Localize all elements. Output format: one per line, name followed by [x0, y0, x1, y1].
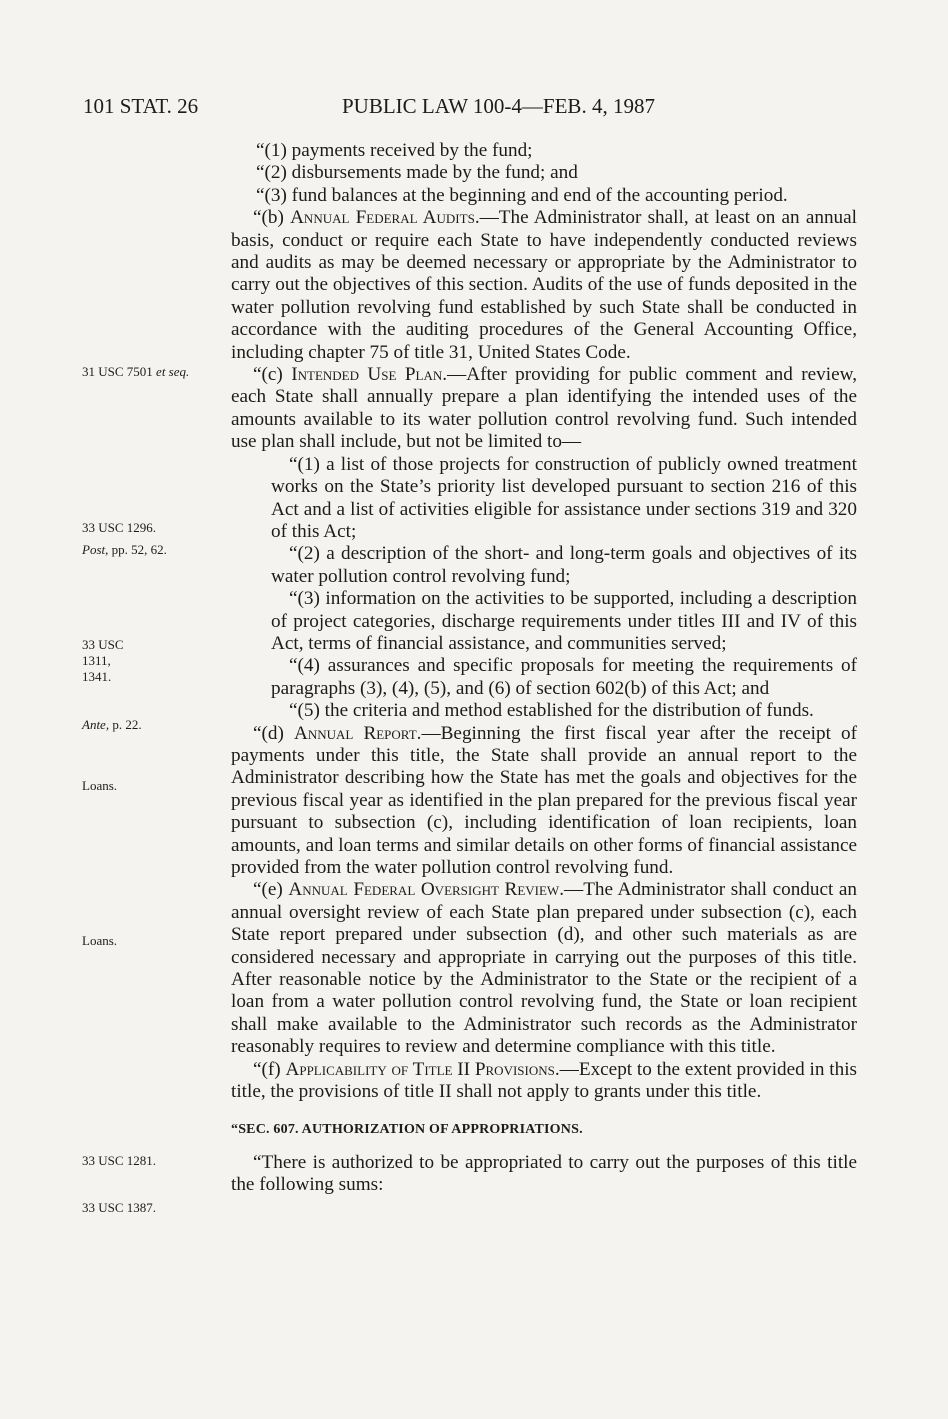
subsection-d-annual-report: “(d) Annual Report.—Beginning the first fiscal year after the receipt of payments under this title, the State shall provide an annual report to the Administrator describing how the State has met the goals and objectives for the previous fiscal year as identified in the plan prepared for the previous fiscal year pursuant to subsection (c), including identification of loan recipients, loan amounts, and loan terms and similar details on other forms of financial assistance provided from the water pollution control revolving fund. [231, 722, 858, 878]
margin-note-33-usc-1311: 33 USC 1311, 1341. [82, 637, 124, 684]
public-law-title: PUBLIC LAW 100-4—FEB. 4, 1987 [342, 94, 655, 118]
c-item-3: “(3) information on the activities to be supported, including a description of project categories, discharge requirements under titles III and IV of this Act, terms of financial assistance, and communities served; [271, 588, 857, 654]
subsection-c-heading: Intended Use Plan [291, 364, 443, 386]
subsection-d-heading: Annual Report [294, 722, 417, 744]
subsection-e-heading: Annual Federal Oversight Review [288, 879, 560, 901]
margin-note-33-usc-1296: 33 USC 1296. [82, 520, 157, 535]
margin-note-post-pp: Post, pp. 52, 62. [82, 542, 167, 557]
margin-note-31-usc-7501: 31 USC 7501 et seq. [82, 364, 190, 379]
margin-note-ante-p22: Ante, p. 22. [82, 717, 142, 732]
section-607-heading: “SEC. 607. AUTHORIZATION OF APPROPRIATIONS. [231, 1122, 583, 1138]
section-607-text: “There is authorized to be appropriated to carry out the purposes of this title the following sums: [231, 1151, 857, 1196]
page-header [0, 94, 948, 124]
c-item-2: “(2) a description of the short- and long-term goals and objectives of its water pollution control revolving fund; [271, 543, 857, 587]
statute-page-number: 101 STAT. 26 [83, 94, 199, 118]
a-item-2: “(2) disbursements made by the fund; and [256, 162, 578, 184]
subsection-b-annual-federal-audits: “(b) Annual Federal Audits.—The Administrator shall, at least on an annual basis, conduct or require each State to have independently conducted reviews and audits as may be deemed necessary or appropriate by the Administrator to carry out the objectives of this section. Audits of the use of funds deposited in the water pollution revolving fund established by such State shall be conducted in accordance with the auditing procedures of the General Accounting Office, including chapter 75 of title 31, United States Code. [231, 207, 857, 363]
subsection-f-heading: Applicability of Title II Provisions [285, 1058, 555, 1080]
c-item-5: “(5) the criteria and method established for the distribution of funds. [289, 700, 814, 722]
subsection-b-heading: Annual Federal Audits [290, 207, 475, 229]
c-item-4: “(4) assurances and specific proposals for meeting the requirements of paragraphs (3), (4), (5), and (6) of section 602(b) of this Act; and [271, 655, 857, 699]
a-item-3: “(3) fund balances at the beginning and end of the accounting period. [256, 184, 788, 206]
subsection-e-oversight-review: “(e) Annual Federal Oversight Review.—The Administrator shall conduct an annual oversight review of each State plan prepared under subsection (c), each State report prepared under subsection (d), and other such materials as are considered necessary and appropriate in carrying out the purposes of this title. After reasonable notice by the Administrator to the State or the recipient of a loan from a water pollution control revolving fund, the State or loan recipient shall make available to the Administrator such records as the Administrator reasonably requires to review and determine compliance with this title. [231, 879, 858, 1058]
subsection-f-applicability: “(f) Applicability of Title II Provisions.—Except to the extent provided in this title, the provisions of title II shall not apply to grants under this title. [231, 1058, 857, 1103]
margin-note-33-usc-1281: 33 USC 1281. [82, 1153, 157, 1168]
margin-note-loans-2: Loans. [82, 933, 118, 948]
subsection-c-intended-use-plan: “(c) Intended Use Plan.—After providing for public comment and review, each State shall annually prepare a plan identifying the intended uses of the amounts available to its water pollution control revolving fund. Such intended use plan shall include, but not be limited to— [231, 364, 858, 453]
law-body-text [231, 140, 857, 1197]
a-item-1: “(1) payments received by the fund; [256, 140, 533, 161]
c-item-1: “(1) a list of those projects for construction of publicly owned treatment works on the State’s priority list developed pursuant to section 216 of this Act and a list of activities eligible for assistance under sections 319 and 320 of this Act; [271, 453, 857, 542]
margin-note-loans-1: Loans. [82, 778, 118, 793]
margin-note-33-usc-1387: 33 USC 1387. [82, 1200, 157, 1215]
